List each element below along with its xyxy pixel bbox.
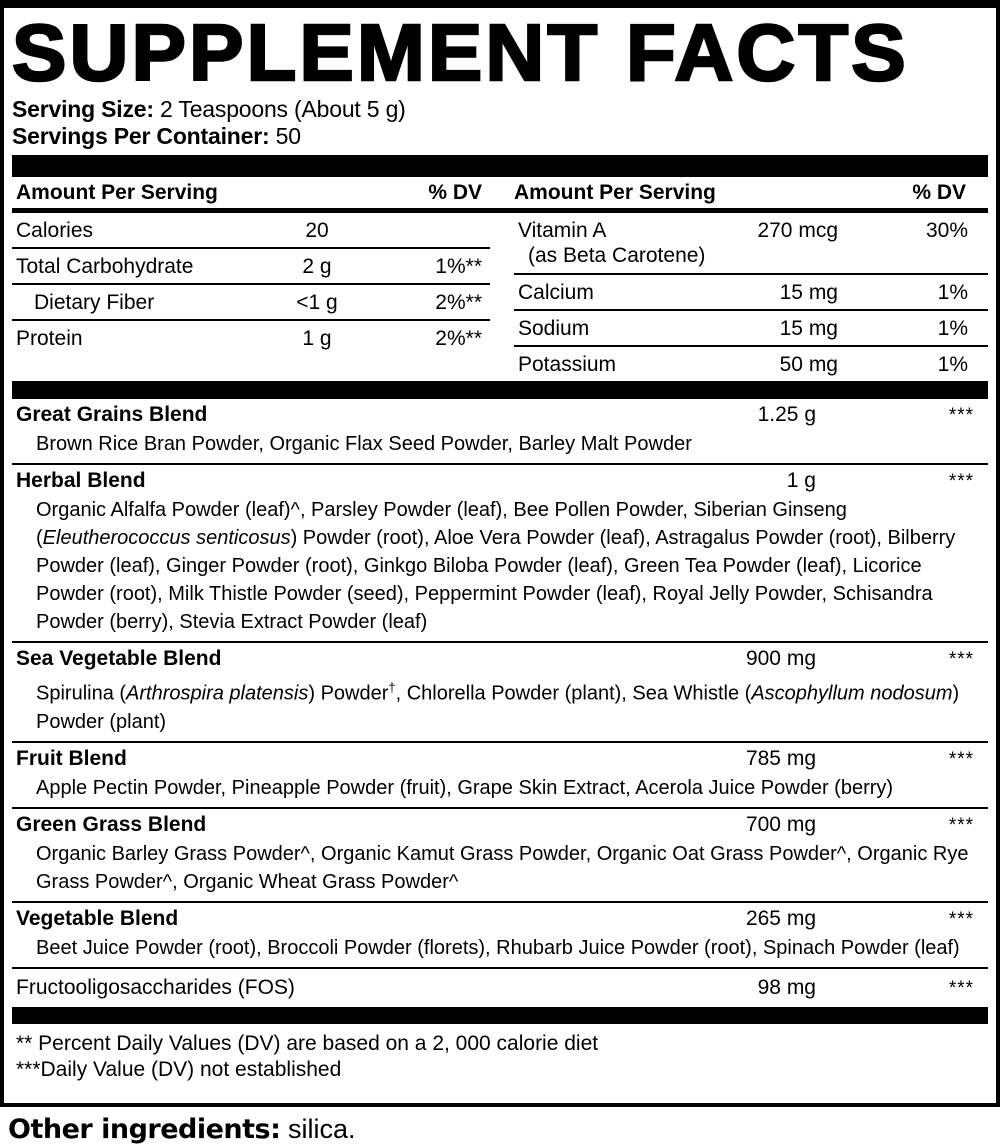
blend-name: Fruit Blend xyxy=(16,747,127,771)
blend-amount: 1.25 g xyxy=(757,403,816,427)
blend-row xyxy=(12,741,988,807)
blend-dv-stars: *** xyxy=(948,815,974,837)
blend-dv-stars: *** xyxy=(948,909,974,931)
facts-header-right xyxy=(490,181,988,205)
fact-row xyxy=(12,213,490,249)
serving-size-value: 2 Teaspoons (About 5 g) xyxy=(160,96,406,123)
blend-header xyxy=(14,402,986,429)
blend-dv-stars: *** xyxy=(948,978,974,1000)
label-title: SUPPLEMENT FACTS xyxy=(12,8,909,97)
separator-bar xyxy=(12,1007,988,1024)
blend-ingredients: Beet Juice Powder (root), Broccoli Powder (florets), Rhubarb Juice Powder (root), Spinach Powder (leaf) xyxy=(36,937,960,960)
fact-name: Dietary Fiber xyxy=(34,291,155,315)
fact-row xyxy=(12,285,490,321)
dv-label: % DV xyxy=(428,180,482,204)
servings-per-container-row xyxy=(12,123,988,150)
blend-amount: 98 mg xyxy=(757,976,816,1000)
footnotes xyxy=(12,1024,988,1087)
fact-amount: 15 mg xyxy=(779,317,838,341)
serving-size-row xyxy=(12,96,988,123)
serving-size-label: Serving Size: xyxy=(12,96,154,123)
blend-row xyxy=(12,399,988,463)
separator-bar xyxy=(12,155,988,177)
blend-dv-stars: *** xyxy=(948,471,974,493)
fact-row xyxy=(12,249,490,285)
blend-ingredients: Brown Rice Bran Powder, Organic Flax Seed Powder, Barley Malt Powder xyxy=(36,433,692,456)
blend-name: Great Grains Blend xyxy=(16,403,208,427)
facts-column-left xyxy=(12,213,490,381)
servings-per-container-label: Servings Per Container: xyxy=(12,123,270,150)
fact-dv: 1% xyxy=(937,317,968,341)
facts-columns xyxy=(12,213,988,381)
blend-amount: 785 mg xyxy=(745,747,816,771)
blend-name: Fructooligosaccharides (FOS) xyxy=(16,976,295,1000)
other-ingredients-label: Other ingredients: xyxy=(8,1114,281,1145)
blend-name: Herbal Blend xyxy=(16,469,146,493)
fact-amount: 2 g xyxy=(302,255,332,279)
footnote-dv-not-established: ***Daily Value (DV) not established xyxy=(16,1058,342,1082)
facts-column-right xyxy=(514,213,988,381)
blend-header xyxy=(14,468,986,495)
blend-header xyxy=(14,812,986,839)
blend-dv-stars: *** xyxy=(948,749,974,771)
other-ingredients-value: silica. xyxy=(287,1114,356,1144)
fact-dv: 2%** xyxy=(435,291,482,315)
fact-name: Calories xyxy=(16,219,94,243)
servings-per-container-value: 50 xyxy=(275,123,301,150)
fact-amount: 270 mcg xyxy=(757,219,838,243)
facts-header-row xyxy=(12,177,988,208)
blend-name: Sea Vegetable Blend xyxy=(16,647,222,671)
separator-bar xyxy=(12,381,988,399)
blend-amount: 700 mg xyxy=(745,813,816,837)
top-border-bar xyxy=(4,0,996,8)
fact-dv: 2%** xyxy=(435,327,482,351)
blend-name: Green Grass Blend xyxy=(16,813,207,837)
blend-row xyxy=(12,463,988,641)
fact-amount: 1 g xyxy=(302,327,332,351)
fact-dv: 30% xyxy=(925,219,968,243)
blend-amount: 265 mg xyxy=(745,907,816,931)
other-ingredients-row xyxy=(8,1114,355,1145)
facts-header-left xyxy=(12,181,490,205)
fact-amount: 20 xyxy=(305,219,329,243)
amount-per-serving-label: Amount Per Serving xyxy=(514,180,716,204)
fact-dv: 1%** xyxy=(435,255,482,279)
blend-header xyxy=(14,646,986,673)
fact-name: Potassium xyxy=(518,353,617,377)
blend-header xyxy=(14,906,986,933)
blend-name: Vegetable Blend xyxy=(16,907,179,931)
blend-dv-stars: *** xyxy=(948,405,974,427)
blend-amount: 900 mg xyxy=(745,647,816,671)
fact-row xyxy=(514,347,988,381)
panel-inner xyxy=(4,8,996,1087)
blend-row xyxy=(12,967,988,1007)
blend-ingredients: Apple Pectin Powder, Pineapple Powder (fruit), Grape Skin Extract, Acerola Juice Powder (berry) xyxy=(36,777,894,800)
fact-row xyxy=(514,213,988,247)
blend-row xyxy=(12,641,988,741)
fact-row-group xyxy=(514,213,988,275)
fact-amount: 15 mg xyxy=(779,281,838,305)
fact-row xyxy=(12,321,490,355)
fact-name: Calcium xyxy=(518,281,594,305)
fact-name: Total Carbohydrate xyxy=(16,255,194,279)
fact-row xyxy=(514,311,988,347)
fact-row xyxy=(514,275,988,311)
amount-per-serving-label: Amount Per Serving xyxy=(16,180,218,204)
blend-row xyxy=(12,807,988,901)
blend-amount: 1 g xyxy=(786,469,816,493)
fact-amount: <1 g xyxy=(296,291,338,315)
blend-row xyxy=(12,901,988,967)
dv-label: % DV xyxy=(912,180,966,204)
blend-dv-stars: *** xyxy=(948,649,974,671)
blend-header xyxy=(14,746,986,773)
blends-section xyxy=(12,399,988,1007)
fact-dv: 1% xyxy=(937,281,968,305)
fact-amount: 50 mg xyxy=(779,353,838,377)
footnote-dv-basis: ** Percent Daily Values (DV) are based on a 2, 000 calorie diet xyxy=(16,1032,599,1056)
fact-dv: 1% xyxy=(937,353,968,377)
blend-ingredients: Spirulina (Arthrospira platensis) Powder†, Chlorella Powder (plant), Sea Whistle (Ascophyllum nodosum) Powder (plant) xyxy=(36,680,960,734)
vitamin-a-source: (as Beta Carotene) xyxy=(528,244,706,268)
blend-header xyxy=(14,975,986,1002)
blend-ingredients: Organic Alfalfa Powder (leaf)^, Parsley Powder (leaf), Bee Pollen Powder, Siberian Ginseng (Eleutherococcus senticosus) Powder (root), Aloe Vera Powder (leaf), Astragalus Powder (root), Bilberry Powder (leaf), Ginger Powder (root), Ginkgo Biloba Powder (leaf), Green Tea Powder (leaf), Licorice Powder (root), Milk Thistle Powder (seed), Peppermint Powder (leaf), Royal Jelly Powder, Schisandra Powder (berry), Stevia Extract Powder (leaf) xyxy=(36,499,956,634)
blend-ingredients: Organic Barley Grass Powder^, Organic Kamut Grass Powder, Organic Oat Grass Powder^, Organic Rye Grass Powder^, Organic Wheat Grass Powder^ xyxy=(36,843,969,894)
fact-name: Vitamin A xyxy=(518,219,607,243)
fact-name: Protein xyxy=(16,327,83,351)
fact-name: Sodium xyxy=(518,317,590,341)
